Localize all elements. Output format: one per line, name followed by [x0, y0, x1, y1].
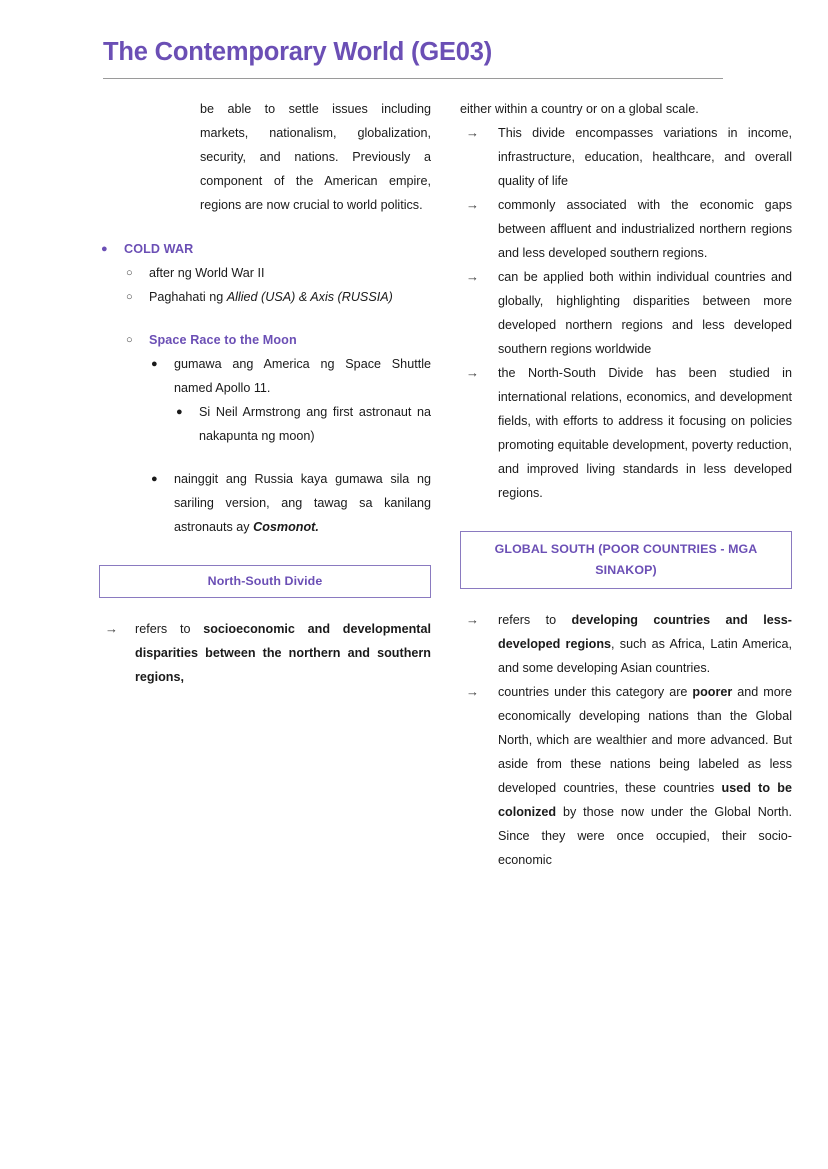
arrow-icon: →	[105, 621, 118, 636]
lead-paragraph: be able to settle issues including markets, nationalism, globalization, security, and nations. Previously a component of the American empire, regions are now crucial to world politics.	[200, 102, 431, 212]
nsd-point-1-part2: ,	[180, 670, 184, 684]
list-item	[460, 265, 792, 361]
list-item	[460, 680, 792, 872]
list-item	[460, 361, 792, 505]
arrow-icon: →	[466, 125, 479, 140]
global-south-heading-box: GLOBAL SOUTH (POOR COUNTRIES - MGA SINAKOP)	[460, 531, 792, 589]
page-header	[0, 0, 828, 79]
north-south-divide-points	[99, 617, 431, 689]
bullet-circle-icon: ○	[126, 334, 133, 346]
cold-war-sublist	[124, 261, 431, 539]
list-item	[460, 193, 792, 265]
bullet-circle-icon: ○	[126, 267, 133, 279]
nsd-right-point-1: This divide encompasses variations in income, infrastructure, education, healthcare, and overall quality of life	[498, 126, 792, 188]
list-item-space-race	[124, 328, 431, 539]
gs-point-2-bold: poorer	[692, 685, 733, 699]
cold-war-item-2-axis: & Axis (RUSSIA)	[298, 290, 393, 304]
list-item	[460, 121, 792, 193]
title-divider	[103, 78, 723, 79]
cold-war-item-2-allied: Allied (USA)	[226, 290, 296, 304]
north-south-divide-heading-box: North-South Divide	[99, 565, 431, 598]
list-item-cold-war	[99, 237, 431, 539]
global-south-points	[460, 608, 792, 872]
gs-point-2-part3: by those now under the Global North. Since they were once occupied, their socio-economic	[498, 805, 792, 867]
nsd-point-1-part1: refers to	[135, 622, 204, 636]
spacer	[460, 505, 792, 531]
bullet-disc-icon: ●	[151, 358, 158, 370]
spacer	[124, 309, 431, 328]
gs-point-2-part2: and more economically developing nations than the Global North, which are wealthier and more advanced. But aside from these nations being labeled as less developed countries, these countries	[498, 685, 792, 795]
space-race-subsublist	[174, 400, 431, 448]
list-item	[149, 352, 431, 448]
arrow-icon: →	[466, 269, 479, 284]
list-item	[149, 467, 431, 539]
cold-war-item-1: after ng World War II	[149, 266, 265, 280]
right-column	[460, 97, 792, 872]
cold-war-list	[99, 237, 431, 539]
space-race-point-2-cosmonot: Cosmonot.	[253, 520, 319, 534]
bullet-disc-icon: ●	[151, 473, 158, 485]
nsd-right-point-4: the North-South Divide has been studied in international relations, economics, and development fields, with efforts to address it focusing on policies promoting equitable development, poverty reduction, and improved living standards in less developed regions.	[498, 366, 792, 500]
bullet-disc-icon: ●	[101, 243, 108, 255]
space-race-point-2-prefix: nainggit ang Russia kaya gumawa sila ng sariling version, ang tawag sa kanilang astronauts ay	[174, 472, 431, 534]
arrow-icon: →	[466, 197, 479, 212]
document-columns	[0, 97, 828, 872]
list-item	[460, 608, 792, 680]
spacer	[99, 539, 431, 565]
gs-point-2-part1: countries under this category are	[498, 685, 693, 699]
list-item	[124, 261, 431, 285]
space-race-point-1-sub-1: Si Neil Armstrong ang first astronaut na nakapunta ng moon)	[199, 405, 431, 443]
list-item	[99, 617, 431, 689]
bullet-disc-icon: ●	[176, 406, 183, 418]
spacer	[99, 598, 431, 617]
space-race-point-1: gumawa ang America ng Space Shuttle named Apollo 11.	[174, 357, 431, 395]
spacer	[149, 448, 431, 467]
space-race-sublist	[149, 352, 431, 539]
arrow-icon: →	[466, 612, 479, 627]
left-column	[99, 97, 431, 872]
spacer	[460, 589, 792, 608]
arrow-icon: →	[466, 684, 479, 699]
arrow-icon: →	[466, 365, 479, 380]
continuation-paragraph: either within a country or on a global scale.	[460, 102, 699, 116]
gs-point-2-bold2: used to be colonized	[498, 781, 792, 819]
cold-war-heading: COLD WAR	[124, 242, 194, 256]
nsd-right-point-2: commonly associated with the economic gaps between affluent and industrialized northern regions and less developed southern regions.	[498, 198, 792, 260]
gs-point-1-part2: , such as Africa, Latin America, and some developing Asian countries.	[498, 637, 792, 675]
bullet-circle-icon: ○	[126, 291, 133, 303]
nsd-right-point-3: can be applied both within individual countries and globally, highlighting disparities between more developed northern regions and less developed southern regions worldwide	[498, 270, 792, 356]
space-race-heading: Space Race to the Moon	[149, 333, 297, 347]
gs-point-1-bold: developing countries and less-developed regions	[498, 613, 792, 651]
spacer	[99, 227, 431, 237]
list-item	[124, 285, 431, 309]
gs-point-1-part1: refers to	[498, 613, 572, 627]
cold-war-item-2-prefix: Paghahati ng	[149, 290, 227, 304]
north-south-divide-continued-points	[460, 121, 792, 505]
list-item	[174, 400, 431, 448]
page-title: The Contemporary World (GE03)	[103, 38, 493, 66]
nsd-point-1-bold: socioeconomic and developmental disparities between the northern and southern regions	[135, 622, 431, 684]
